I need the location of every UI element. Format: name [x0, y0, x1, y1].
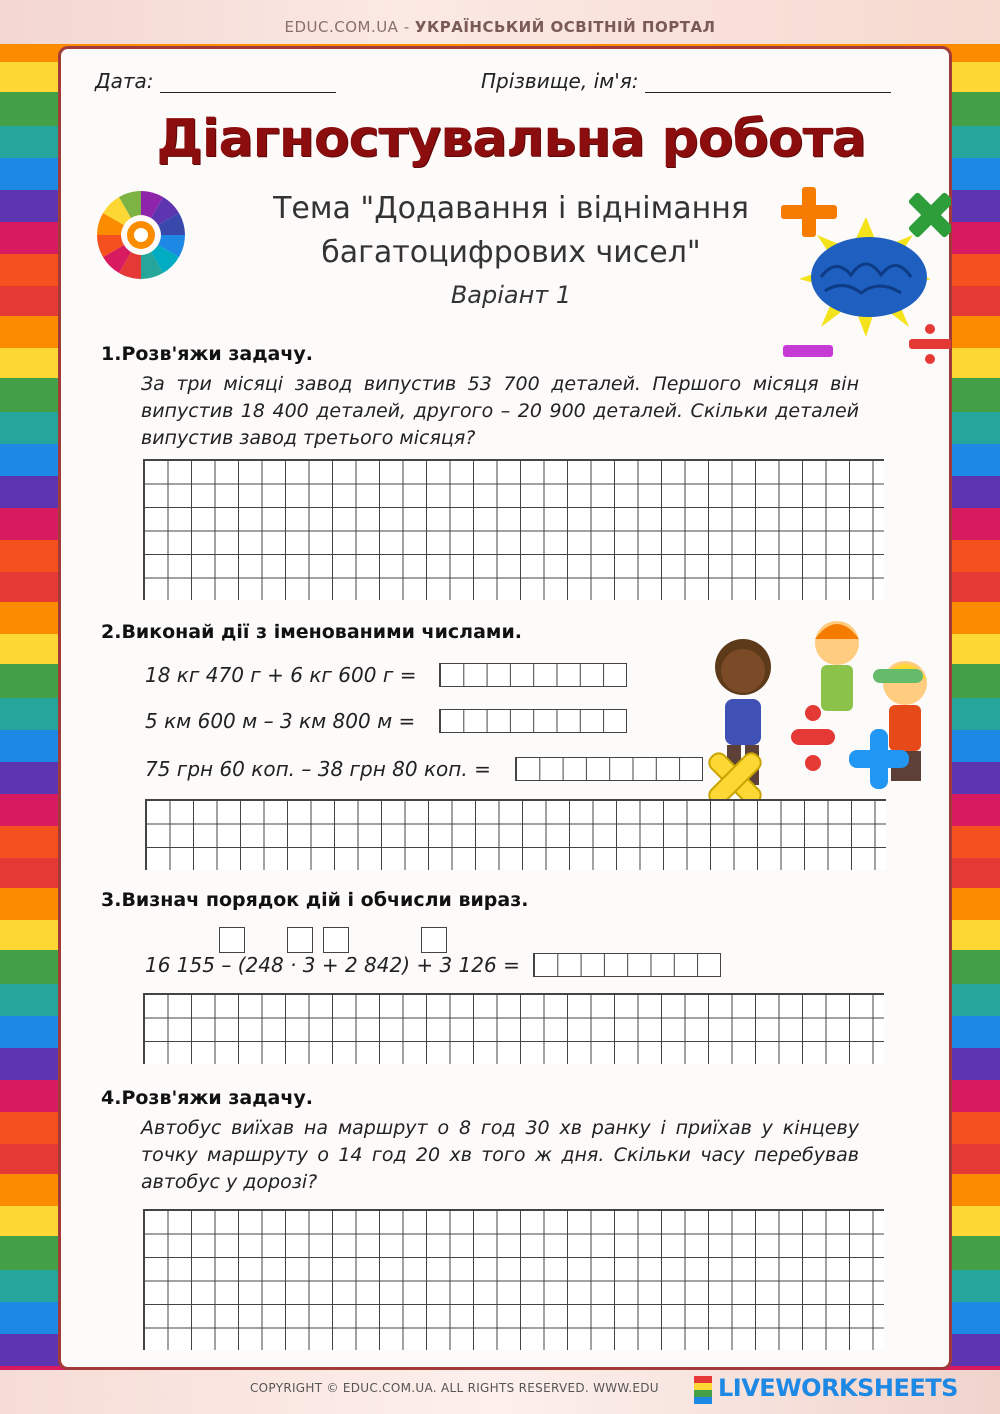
brain-math-illustration: [781, 187, 951, 367]
task-3-answer[interactable]: [533, 953, 721, 977]
date-field: [95, 69, 336, 93]
portal-name: УКРАЇНСЬКИЙ ОСВІТНІЙ ПОРТАЛ: [414, 18, 716, 36]
topic-line-2: багатоцифрових чисел": [321, 235, 701, 270]
name-label: Прізвище, ім'я:: [481, 69, 639, 93]
header-separator: -: [398, 18, 415, 36]
topic: [221, 187, 801, 275]
task-2-answer-2[interactable]: [439, 709, 627, 733]
order-box-2[interactable]: [287, 927, 313, 953]
portal-header: [0, 18, 1000, 36]
red-divide-icon: [791, 729, 835, 745]
order-box-1[interactable]: [219, 927, 245, 953]
task-2-expression-3: 75 грн 60 коп. – 38 грн 80 коп. =: [145, 757, 491, 781]
task-1-text: За три місяці завод випустив 53 700 деталей. Першого місяця він випустив 18 400 деталей, другого – 20 900 деталей. Скільки деталей випустив завод третього місяця?: [141, 373, 859, 449]
task-2-expression-1: 18 кг 470 г + 6 кг 600 г =: [145, 663, 417, 687]
task-4-text: Автобус виїхав на маршрут о 8 год 30 хв ранку і приїхав у кінцеву точку маршруту о 14 год 20 хв того ж дня. Скільки часу перебував автобус у дорозі?: [141, 1117, 859, 1193]
task-3-work-grid[interactable]: [143, 993, 884, 1064]
date-label: Дата:: [95, 69, 154, 93]
site-name: EDUC.COM.UA: [284, 18, 399, 36]
variant-label: Варіант 1: [450, 281, 572, 309]
task-1-answer-grid[interactable]: [143, 459, 884, 600]
page-title: Діагностувальна робота: [156, 109, 866, 169]
liveworksheets-badge-icon: [694, 1376, 712, 1404]
name-input-line[interactable]: [645, 70, 891, 93]
task-2-answer-3[interactable]: [515, 757, 703, 781]
divide-icon: [909, 339, 951, 349]
task-2-title: 2.Виконай дії з іменованими числами.: [101, 621, 522, 643]
liveworksheets-logo[interactable]: LIVEWORKSHEETS: [718, 1374, 958, 1402]
task-4-title: 4.Розв'яжи задачу.: [101, 1087, 314, 1109]
name-field: [481, 69, 891, 93]
kids-math-illustration: [691, 609, 941, 809]
minus-icon: [783, 345, 833, 357]
copyright: COPYRIGHT © EDUC.COM.UA. ALL RIGHTS RESERVED. WWW.EDU: [250, 1381, 659, 1395]
worksheet: [58, 46, 952, 1370]
task-3-expression: 16 155 – (248 · 3 + 2 842) + 3 126 =: [145, 953, 520, 977]
task-1-title: 1.Розв'яжи задачу.: [101, 343, 314, 365]
school-logo-icon: [93, 187, 189, 283]
order-box-4[interactable]: [421, 927, 447, 953]
task-3-title: 3.Визнач порядок дій і обчисли вираз.: [101, 889, 529, 911]
green-minus-icon: [873, 669, 923, 683]
date-input-line[interactable]: [160, 70, 336, 93]
task-4-answer-grid[interactable]: [143, 1209, 884, 1350]
task-2-expression-2: 5 км 600 м – 3 км 800 м =: [145, 709, 416, 733]
task-2-answer-1[interactable]: [439, 663, 627, 687]
task-2-work-grid[interactable]: [145, 799, 886, 870]
order-box-3[interactable]: [323, 927, 349, 953]
topic-line-1: Тема "Додавання і віднімання: [273, 191, 749, 226]
